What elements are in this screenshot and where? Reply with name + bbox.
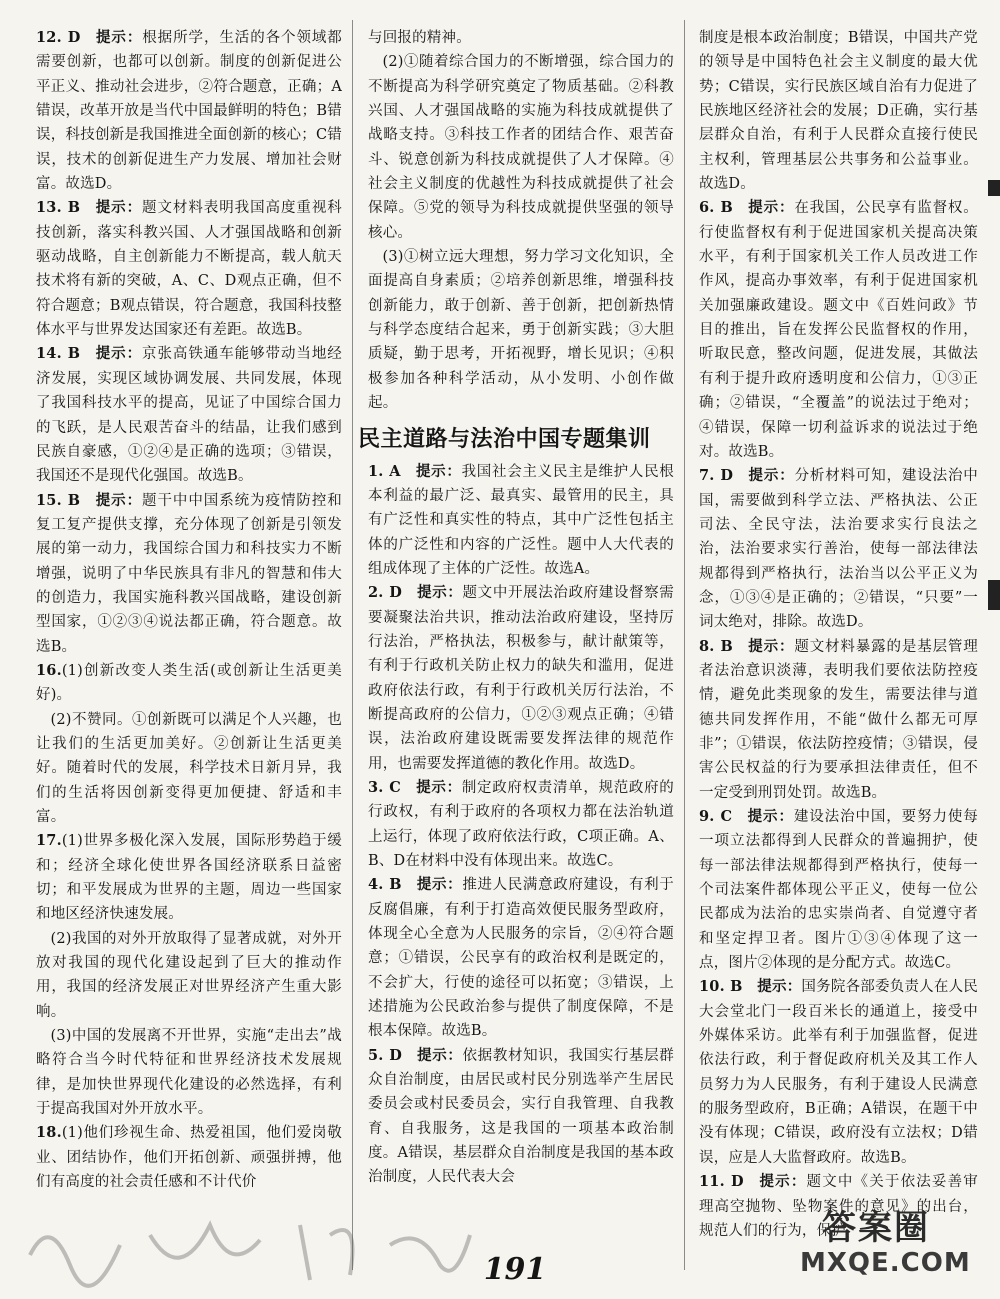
answer-paragraph: [36, 196, 342, 342]
answer-text: 题干中中国系统为疫情防控和复工复产提供支撑，充分体现了创新是引领发展的第一动力，我国综合国力和科技实力不断增强，说明了中华民族具有非凡的智慧和伟大的创造力，我国实施科教兴国战略，建设创新型国家，①②③④说法都正确，符合题意。故选B。: [36, 492, 343, 655]
answer-text: (3)中国的发展离不开世界，实施“走出去”战略符合当今时代特征和世界经济技术发展规律，是加快世界现代化建设的必然选择，有利于提高我国对外开放水平。: [36, 1028, 342, 1118]
question-number: 9. C: [699, 808, 733, 825]
question-number: 4. B: [368, 876, 402, 894]
hint-label: 提示：: [415, 462, 462, 480]
answer-paragraph: [36, 829, 342, 926]
answer-entry: [699, 805, 978, 975]
hint-label: 提示：: [416, 876, 463, 894]
answer-paragraph: [36, 1121, 342, 1194]
question-number: 17.: [36, 832, 62, 850]
answer-text: (2)我国的对外开放取得了显著成就，对外开放对我国的现代化建设起到了巨大的推动作用，我国的经济发展正对世界经济产生重大影响。: [36, 930, 342, 1020]
answer-paragraph: [36, 489, 342, 659]
answer-entry: [368, 1044, 674, 1190]
answer-paragraph: [699, 464, 978, 634]
question-number: 5. D: [368, 1046, 402, 1064]
answer-text: 题文材料表明我国高度重视科技创新，落实科教兴国、人才强国战略和创新驱动战略，自主创新能力不断提高，载人航天技术将有新的突破，A、C、D观点正确，但不符合题意；B观点错误，符合题意，我国科技整体水平与世界发达国家还有差距。故选B。: [36, 200, 343, 339]
answer-text: 京张高铁通车能够带动当地经济发展，实现区域协调发展、共同发展，体现了我国科技水平的提高，见证了中国综合国力的飞跃，是人民艰苦奋斗的结晶，让我们感到民族自豪感，①②④是正确的选项；③错误，我国还不是现代化强国。故选B。: [36, 346, 343, 485]
answer-text: 题文中开展法治政府建设督察需要凝聚法治共识，推动法治政府建设，坚持厉行法治，严格执法，积极参与，献计献策等，有利于行政机关防止权力的缺失和滥用，促进政府依法行政，有利于行政机关厉行法治，不断提高政府的公信力，①②③观点正确；④错误，法治政府建设既需要发挥法律的规范作用，也需要发挥道德的教化作用。故选D。: [368, 585, 674, 772]
edge-mark: [988, 180, 1000, 196]
watermark-logo-text: 答案圈: [822, 1208, 930, 1248]
column-middle: [358, 26, 674, 1190]
question-number: 11. D: [699, 1173, 744, 1191]
question-number: 6. B: [699, 199, 733, 217]
hint-label: 提示：: [747, 199, 795, 217]
question-number: 14. B: [36, 345, 81, 363]
answer-text: 建设法治中国，要努力使每一项立法都得到人民群众的普遍拥护，使每一部法律法规都得到严格执行，使每一个司法案件都体现公平正义，使每一位公民都成为法治的忠实崇尚者、自觉遵守者和坚定捍卫者。图片①③④体现了这一点，图片②体现的是分配方式。故选C。: [699, 809, 978, 972]
answer-entry: [36, 196, 342, 342]
handwriting-scribble: [10, 1195, 480, 1295]
answer-entry: [699, 635, 978, 805]
section-title: 民主道路与法治中国专题集训: [358, 426, 651, 452]
answer-text: 分析材料可知，建设法治中国，需要做到科学立法、严格执法、公正司法、全民守法，法治要求实行良法之治，法治要求实行善治，使每一部法律法规都得到严格执行，法治当以公平正义为念，①③④是正确的；②错误，“只要”一词太绝对，排除。故选D。: [699, 468, 978, 631]
hint-label: 提示：: [746, 808, 794, 825]
question-number: 7. D: [699, 467, 734, 485]
answer-entry: [699, 464, 978, 634]
answer-entry: [36, 489, 342, 659]
answer-entry: [36, 829, 342, 1121]
answer-entry: [36, 26, 342, 196]
answer-paragraph: (3)①树立远大理想，努力学习文化知识，全面提高自身素质；②培养创新思维，增强科技创新能力，敢于创新、善于创新，把创新热情与科学态度结合起来，勇于创新实践；③大胆质疑，勤于思考，开拓视野，增长见识；④积极参加各种科学活动，从小发明、小创作做起。: [368, 249, 674, 412]
answer-entry: [36, 342, 342, 488]
answer-entry: [368, 873, 674, 1043]
answer-paragraph: (2)①随着综合国力的不断增强，综合国力的不断提高为科学研究奠定了物质基础。②科教兴国、人才强国战略的实施为科技成就提供了战略支持。③科技工作者的团结合作、艰苦奋斗、锐意创新为科技成就提供了人才保障。④社会主义制度的优越性为科技成就提供了社会保障。⑤党的领导为科技成就提供坚强的领导核心。: [368, 54, 674, 241]
answer-text: 依据教材知识，我国实行基层群众自治制度，由居民或村民分别选举产生居民委员会或村民委员会，实行自我管理、自我教育、自我服务，这是我国的一项基本政治制度。A错误，基层群众自治制度是我国的基本政治制度，人民代表大会: [368, 1047, 674, 1186]
site-watermark: [800, 1200, 990, 1290]
answer-entry: [36, 1121, 342, 1194]
column-right: [699, 26, 978, 1243]
answer-paragraph: [368, 581, 674, 776]
answer-paragraph: [36, 342, 342, 488]
answer-paragraph: [699, 975, 978, 1170]
answer-entry: [699, 975, 978, 1170]
answer-text: 题文材料暴露的是基层管理者法治意识淡薄，表明我们要依法防控疫情，避免此类现象的发生，需要法律与道德共同发挥作用，不能“做什么都无可厚非”；①错误，依法防控疫情；③错误，侵害公民权益的行为要承担法律责任，但不一定受到刑罚处罚。故选B。: [699, 638, 978, 801]
answer-text: (1)他们珍视生命、热爱祖国，他们爱岗敬业、团结协作，他们开拓创新、顽强拼搏，他们有高度的社会责任感和不计代价: [36, 1125, 342, 1191]
page-number: 191: [483, 1252, 547, 1287]
hint-label: 提示：: [416, 584, 463, 602]
answer-text: 根据所学，生活的各个领域都需要创新，也都可以创新。制度的创新促进公平正义、推动社会进步，②符合题意，正确；A错误，改革开放是当代中国最鲜明的特色；B错误，科技创新是我国推进全面创新的核心；C错误，技术的创新促进生产力发展、增加社会财富。故选D。: [36, 30, 342, 193]
answer-text: 在我国，公民享有监督权。行使监督权有利于促进国家机关提高决策水平，有利于国家机关工作人员改进工作作风，提高办事效率，有利于促进国家机关加强廉政建设。题文中《百姓问政》节目的推出，旨在发挥公民监督权的作用，听取民意，整改问题，促进发展，其做法有利于提升政府透明度和公信力，①③正确；②错误，“全覆盖”的说法过于绝对；④错误，保障一切利益诉求的说法过于绝对。故选B。: [699, 200, 978, 460]
answer-text: (1)创新改变人类生活(或创新让生活更美好)。: [36, 662, 342, 704]
continuation-text: [368, 26, 674, 416]
answer-paragraph: [36, 708, 342, 830]
hint-label: 提示：: [747, 637, 795, 655]
question-number: 3. C: [368, 778, 402, 796]
answer-entry: [368, 581, 674, 776]
answer-paragraph: [699, 635, 978, 805]
hint-label: 提示：: [94, 345, 143, 363]
hint-label: 提示：: [94, 491, 143, 509]
answer-paragraph: 与回报的精神。: [368, 30, 471, 46]
question-number: 8. B: [699, 637, 733, 655]
hint-label: 提示：: [416, 1046, 463, 1064]
answer-entry: [368, 776, 674, 873]
hint-label: 提示：: [757, 978, 802, 996]
hint-label: 提示：: [747, 467, 795, 485]
question-number: 16.: [36, 661, 62, 679]
question-number: 1. A: [368, 462, 401, 480]
answer-entry: [36, 659, 342, 829]
answer-text: 国务院各部委负责人在人民大会堂北门一段百米长的通道上，接受中外媒体采访。此举有利于加强监督，促进依法行政，利于督促政府机关及其工作人员努力为人民服务，有利于建设人民满意的服务型政府，B正确；A错误，在题干中没有体现；C错误，政府没有立法权；D错误，应是人大监督政府。故选B。: [699, 979, 978, 1166]
column-left: [36, 26, 342, 1195]
answer-entry: [699, 196, 978, 464]
answer-paragraph: [36, 659, 342, 708]
question-number: 2. D: [368, 584, 402, 602]
hint-label: 提示：: [415, 778, 462, 796]
answer-entry: [368, 460, 674, 582]
hint-label: 提示：: [94, 199, 143, 217]
answer-text: 题文中《关于依法妥善审理高空抛物、坠物案件的意见》的出台，规范人们的行为，保护: [699, 1174, 978, 1239]
answer-text: (2)不赞同。①创新既可以满足个人兴趣，也让我们的生活更加美好。②创新让生活更美好。随着时代的发展，科学技术日新月异，我们的生活将因创新变得更加便捷、舒适和丰富。: [36, 711, 342, 825]
column-divider: [684, 20, 685, 1270]
answer-paragraph: [699, 805, 978, 975]
hint-label: 提示：: [758, 1173, 807, 1191]
column-divider: [352, 20, 353, 1270]
question-number: 10. B: [699, 978, 743, 996]
watermark-url: MXQE.COM: [800, 1248, 971, 1278]
answer-text: 推进人民满意政府建设，有利于反腐倡廉，有利于打造高效便民服务型政府，体现全心全意为人民服务的宗旨，②④符合题意；①错误，公民享有的政治权利是既定的，不会扩大，行使的途径可以拓宽；③错误，上述措施为公民政治参与提供了制度保障，不是根本保障。故选B。: [368, 877, 674, 1040]
answer-paragraph: [368, 1044, 674, 1190]
answer-text: 制定政府权责清单，规范政府的行政权，有利于政府的各项权力都在法治轨道上运行，体现了政府依法行政，C项正确。A、B、D在材料中没有体现出来。故选C。: [368, 779, 674, 869]
answer-paragraph: [36, 26, 342, 196]
question-number: 15. B: [36, 491, 81, 509]
answer-paragraph: [368, 776, 674, 873]
hint-label: 提示：: [95, 29, 143, 46]
answer-paragraph: [368, 460, 674, 582]
answer-paragraph: [368, 873, 674, 1043]
question-number: 12. D: [36, 29, 81, 46]
answer-text: 我国社会主义民主是维护人民根本利益的最广泛、最真实、最管用的民主，具有广泛性和真实性的特点，其中广泛性包括主体的广泛性和内容的广泛性。题中人大代表的组成体现了主体的广泛性。故选A。: [368, 463, 674, 577]
question-number: 18.: [36, 1124, 62, 1142]
answer-paragraph: [36, 1024, 342, 1121]
answer-paragraph: [36, 927, 342, 1024]
answer-text: (1)世界多极化深入发展，国际形势趋于缓和；经济全球化使世界各国经济联系日益密切；和平发展成为世界的主题，周边一些国家和地区经济快速发展。: [36, 833, 342, 923]
answer-paragraph: [699, 196, 978, 464]
question-number: 13. B: [36, 199, 81, 217]
edge-mark: [988, 580, 1000, 610]
continuation-text: 制度是根本政治制度；B错误，中国共产党的领导是中国特色社会主义制度的最大优势；C错误，实行民族区域自治有力促进了民族地区经济社会的发展；D正确，实行基层群众自治，有利于人民群众直接行使民主权利，管理基层公共事务和公益事业。故选D。: [699, 30, 978, 193]
